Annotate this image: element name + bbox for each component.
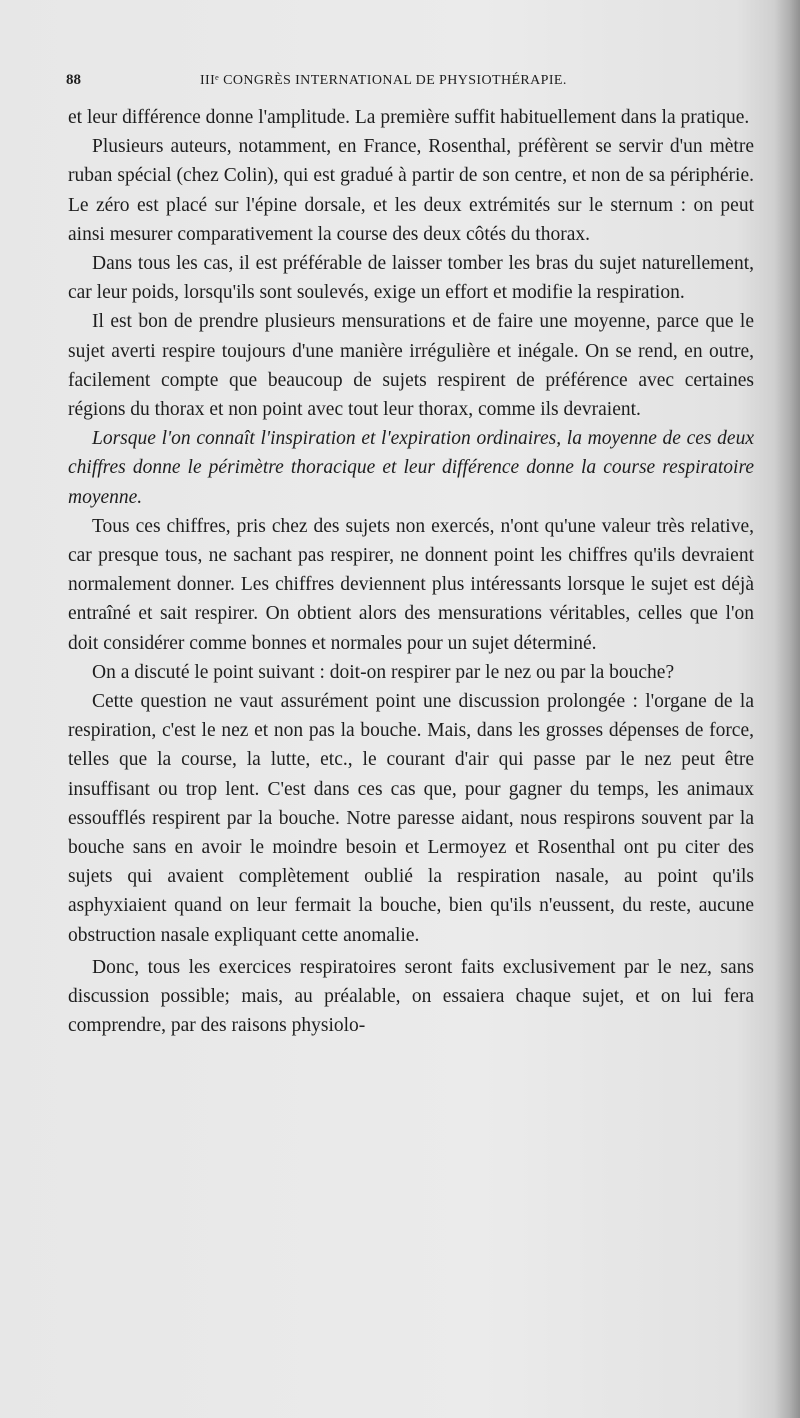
running-head	[66, 72, 756, 96]
paragraph-5-italic: Lorsque l'on connaît l'inspiration et l'expiration ordinaires, la moyenne de ces deux chiffres donne le périmètre thoracique et leur différence donne la course respiratoire moyenne.	[68, 428, 754, 508]
paragraph-3: Dans tous les cas, il est préférable de laisser tomber les bras du sujet naturellement, car leur poids, lorsqu'ils sont soulevés, exige un effort et modifie la respiration.	[68, 253, 754, 304]
page-number: 88	[66, 72, 81, 88]
page-edge-shadow	[774, 0, 800, 1418]
paragraph-9: Donc, tous les exercices respiratoires seront faits exclusivement par le nez, sans discussion possible; mais, au préalable, on essaiera chaque sujet, et on lui fera comprendre, par des raisons physiolo-	[68, 956, 754, 1037]
paragraph-8: Cette question ne vaut assurément point une discussion prolongée : l'organe de la respiration, c'est le nez et non pas la bouche. Mais, dans les grosses dépenses de force, telles que la course, la lutte, etc., le courant d'air qui passe par le nez peut être insuffisant ou trop lent. C'est dans ces cas que, pour gagner du temps, les animaux essoufflés respirent par la bouche. Notre paresse aidant, nous respirons souvent par la bouche sans en avoir le moindre besoin et Lermoyez et Rosenthal ont pu citer des sujets qui avaient complètement oublié la respiration nasale, au point qu'ils asphyxiaient quand on leur fermait la bouche, bien qu'ils n'eussent, du reste, aucune obstruction nasale expliquant cette anomalie.	[68, 691, 754, 946]
paragraph-2: Plusieurs auteurs, notamment, en France, Rosenthal, préfèrent se servir d'un mètre ruban spécial (chez Colin), qui est gradué à partir de son centre, et non de sa périphérie. Le zéro est placé sur l'épine dorsale, et les deux extrémités sur le sternum : on peut ainsi mesurer comparativement la course des deux côtés du thorax.	[68, 136, 754, 245]
paragraph-4: Il est bon de prendre plusieurs mensurations et de faire une moyenne, parce que le sujet averti respire toujours d'une manière irrégulière et inégale. On se rend, en outre, facilement compte que beaucoup de sujets respirent de préférence avec certaines régions du thorax et non point avec tout leur thorax, comme ils devraient.	[68, 311, 754, 421]
paragraph-6: Tous ces chiffres, pris chez des sujets non exercés, n'ont qu'une valeur très relative, car presque tous, ne sachant pas respirer, ne donnent point les chiffres qu'ils devraient normalement donner. Les chiffres deviennent plus intéressants lorsque le sujet est déjà entraîné et sait respirer. On obtient alors des mensurations véritables, celles que l'on doit considérer comme bonnes et normales pour un sujet déterminé.	[68, 515, 754, 654]
paragraph-7: On a discuté le point suivant : doit-on respirer par le nez ou par la bouche?	[92, 661, 675, 683]
body-text	[68, 103, 754, 1041]
paragraph-1: et leur différence donne l'amplitude. La première suffit habituellement dans la pratique.	[68, 107, 750, 128]
running-title: IIIᵉ CONGRÈS INTERNATIONAL DE PHYSIOTHÉRAPIE.	[200, 73, 567, 88]
